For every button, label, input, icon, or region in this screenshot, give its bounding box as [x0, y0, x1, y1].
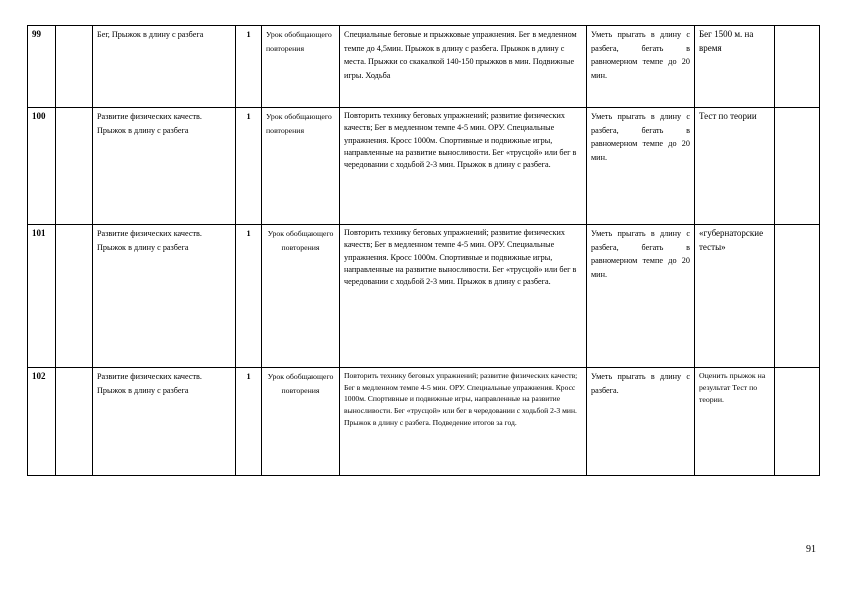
table-row [28, 108, 820, 225]
notes-cell [775, 26, 820, 108]
lesson-number: 100 [28, 108, 56, 225]
page-number: 91 [806, 544, 816, 555]
lesson-skills: Уметь прыгать в длину с разбега, бегать в равномерном темпе до 20 мин. [587, 108, 695, 225]
lesson-content: Повторить технику беговых упражнений; развитие физических качеств; Бег в медленном темпе 4-5 мин. ОРУ. Специальные упражнения. Кросс 1000м. Спортивные и подвижные игры, направленные на развитие выносливости. Бег «трусцой» или бег в чередовании с ходьбой 2-3 мин. Прыжок в длину с разбега. [340, 225, 587, 368]
lesson-topic: Развитие физических качеств. Прыжок в длину с разбега [93, 108, 236, 225]
lesson-number: 101 [28, 225, 56, 368]
lesson-number: 99 [28, 26, 56, 108]
date-cell [56, 108, 93, 225]
lesson-hours: 1 [236, 225, 262, 368]
lesson-number: 102 [28, 368, 56, 476]
lesson-skills: Уметь прыгать в длину с разбега. [587, 368, 695, 476]
lesson-control: «губернаторские тесты» [695, 225, 775, 368]
lesson-content: Специальные беговые и прыжковые упражнения. Бег в медленном темпе до 4,5мин. Прыжок в длину с разбега. Прыжок в длину с места. Прыжки со скакалкой 140-150 прыжков в мин. Подвижные игры. Ходьба [340, 26, 587, 108]
notes-cell [775, 225, 820, 368]
lesson-type: Урок обобщающего повторения [262, 108, 340, 225]
lesson-hours: 1 [236, 368, 262, 476]
lesson-content: Повторить технику беговых упражнений; развитие физических качеств; Бег в медленном темпе 4-5 мин. ОРУ. Специальные упражнения. Кросс 1000м. Спортивные и подвижные игры, направленные на развитие выносливости. Бег «трусцой» или бег в чередовании с ходьбой 2-3 мин. Прыжок в длину с разбега. Подведение итогов за год. [340, 368, 587, 476]
lesson-topic: Развитие физических качеств. Прыжок в длину с разбега [93, 368, 236, 476]
lesson-type: Урок обобщающего повторения [262, 26, 340, 108]
date-cell [56, 225, 93, 368]
lesson-type: Урок обобщающего повторения [262, 225, 340, 368]
lesson-hours: 1 [236, 108, 262, 225]
lesson-skills: Уметь прыгать в длину с разбега, бегать в равномерном темпе до 20 мин. [587, 26, 695, 108]
table-row [28, 26, 820, 108]
date-cell [56, 26, 93, 108]
lesson-content: Повторить технику беговых упражнений; развитие физических качеств; Бег в медленном темпе 4-5 мин. ОРУ. Специальные упражнения. Кросс 1000м. Спортивные и подвижные игры, направленные на развитие выносливости. Бег «трусцой» или бег в чередовании с ходьбой 2-3 мин. Прыжок в длину с разбега. [340, 108, 587, 225]
lesson-control: Оценить прыжок на результат Тест по теории. [695, 368, 775, 476]
lesson-skills: Уметь прыгать в длину с разбега, бегать в равномерном темпе до 20 мин. [587, 225, 695, 368]
lesson-plan-table [27, 25, 820, 476]
lesson-hours: 1 [236, 26, 262, 108]
lesson-control: Тест по теории [695, 108, 775, 225]
date-cell [56, 368, 93, 476]
lesson-type: Урок обобщающего повторения [262, 368, 340, 476]
notes-cell [775, 108, 820, 225]
table-row [28, 225, 820, 368]
table-row [28, 368, 820, 476]
notes-cell [775, 368, 820, 476]
lesson-topic: Бег, Прыжок в длину с разбега [93, 26, 236, 108]
lesson-control: Бег 1500 м. на время [695, 26, 775, 108]
lesson-topic: Развитие физических качеств. Прыжок в длину с разбега [93, 225, 236, 368]
